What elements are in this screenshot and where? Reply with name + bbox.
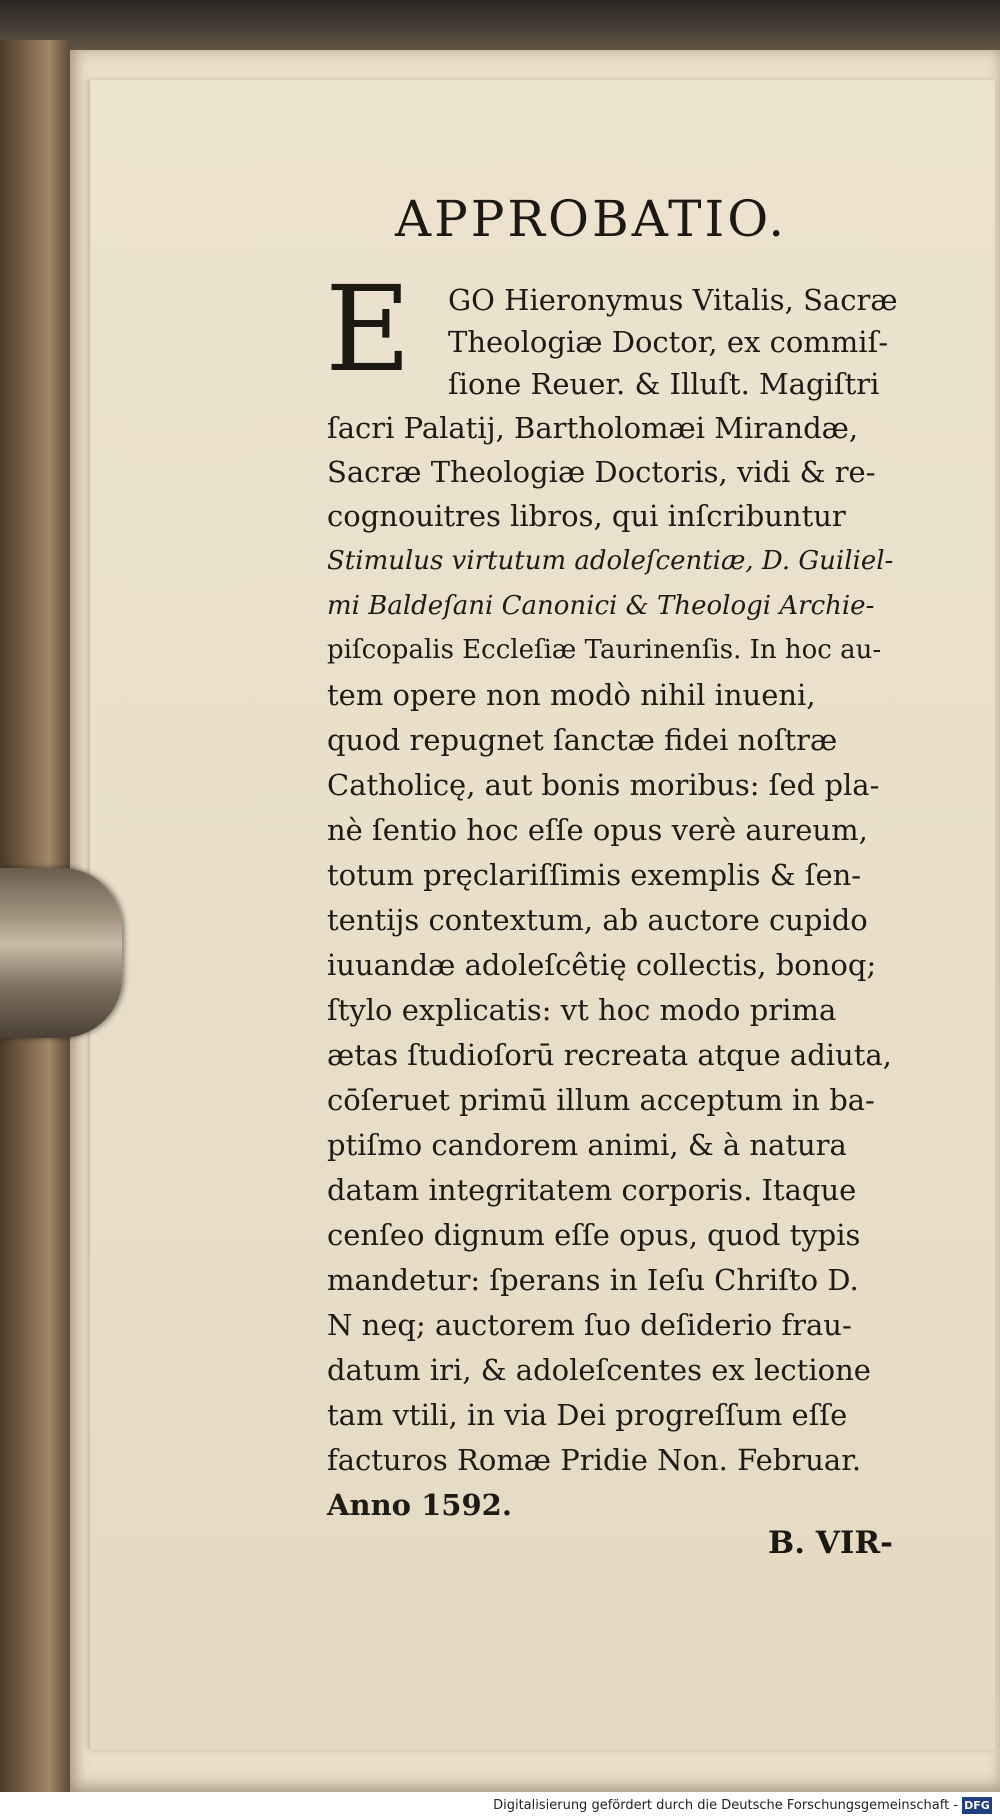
text-line: cōſeruet primū illum acceptum in ba- (327, 1083, 875, 1117)
text-line: totum pręclariſſimis exemplis & ſen- (327, 858, 862, 892)
text-line: ſione Reuer. & Illuſt. Magiſtri (448, 367, 880, 401)
text-line: mi Baldeſani Canonici & Theologi Archie- (327, 591, 875, 621)
digitization-footer (0, 1792, 1000, 1820)
page-title: APPROBATIO. (395, 190, 788, 248)
text-line: tentijs contextum, ab auctore cupido (327, 903, 868, 937)
text-line: ſacri Palatij, Bartholomæi Mirandæ, (327, 411, 859, 445)
text-line: nè ſentio hoc eſſe opus verè aureum, (327, 813, 868, 847)
text-line: datam integritatem corporis. Itaque (327, 1173, 857, 1207)
text-line: quod repugnet ſanctæ fidei noſtræ (327, 723, 838, 757)
text-line: N neq; auctorem ſuo deſiderio frau- (327, 1308, 852, 1342)
drop-cap: E (325, 260, 412, 398)
text-line: Catholicę, aut bonis moribus: ſed pla- (327, 768, 880, 802)
text-line: piſcopalis Eccleſiæ Taurinenſis. In hoc au- (327, 635, 882, 665)
text-line: cenſeo dignum eſſe opus, quod typis (327, 1218, 861, 1252)
text-line: facturos Romæ Pridie Non. Februar. (327, 1443, 862, 1477)
text-line: Anno 1592. (327, 1488, 512, 1522)
catchword: B. VIR- (768, 1525, 893, 1561)
text-line: Sacræ Theologiæ Doctoris, vidi & re- (327, 455, 876, 489)
dfg-logo: DFG (962, 1797, 992, 1814)
book-clasp (0, 868, 122, 1038)
footer-credit: Digitalisierung gefördert durch die Deutsche Forschungsgemeinschaft - (493, 1798, 958, 1813)
book-binding-top (0, 0, 1000, 55)
text-line: GO Hieronymus Vitalis, Sacræ (448, 283, 898, 317)
text-line: Stimulus virtutum adoleſcentiæ, D. Guiliel- (327, 546, 894, 576)
text-line: tem opere non modò nihil inueni, (327, 678, 816, 712)
text-line: ſtylo explicatis: vt hoc modo prima (327, 993, 837, 1027)
text-line: mandetur: ſperans in Ieſu Chriſto D. (327, 1263, 859, 1297)
text-line: tam vtili, in via Dei progreſſum eſſe (327, 1398, 848, 1432)
text-line: cognouitres libros, qui inſcribuntur (327, 499, 846, 533)
text-line: iuuandæ adoleſcêtię collectis, bonoq; (327, 948, 877, 982)
text-line: ptiſmo candorem animi, & à natura (327, 1128, 847, 1162)
text-line: Theologiæ Doctor, ex commiſ- (448, 325, 889, 359)
text-line: ætas ſtudioſorū recreata atque adiuta, (327, 1038, 892, 1072)
text-line: datum iri, & adoleſcentes ex lectione (327, 1353, 871, 1387)
